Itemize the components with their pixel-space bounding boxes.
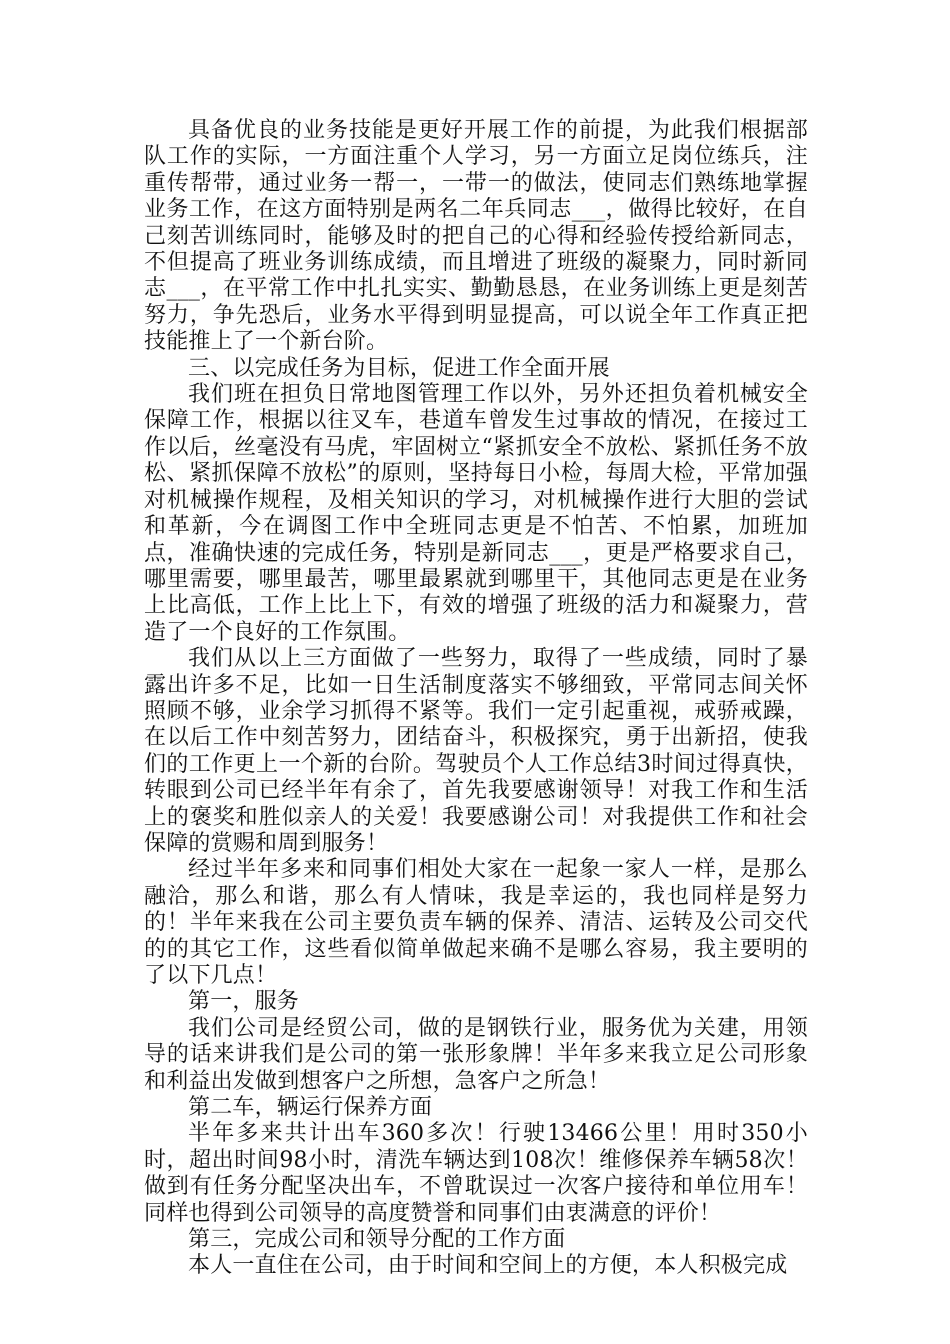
paragraph-vehicle-stats: 半年多来共计出车360多次！行驶13466公里！用时350小时，超出时间98小时，清洗车辆达到108次！维修保养车辆58次！做到有任务分配坚决出车，不曾耽误过一次客户接待和单位用车！同样也得到公司领导的高度赞誉和同事们由衷满意的评价！ xyxy=(144,1121,808,1226)
section-heading-3: 三、以完成任务为目标，促进工作全面开展 xyxy=(188,355,610,381)
paragraph-service: 我们公司是经贸公司，做的是钢铁行业，服务优为关建，用领导的话来讲我们是公司的第一张形象牌！半年多来我立足公司形象和利益出发做到想客户之所想，急客户之所急！ xyxy=(144,1015,808,1094)
point-heading-assigned-work: 第三，完成公司和领导分配的工作方面 xyxy=(188,1227,566,1253)
paragraph-summary-and-driver-intro: 我们从以上三方面做了一些努力，取得了一些成绩，同时了暴露出许多不足，比如一日生活制度落实不够细致，平常同志间关怀照顾不够，业余学习抓得不紧等。我们一定引起重视，戒骄戒躁，在以后工作中刻苦努力，团结奋斗，积极探究，勇于出新招，使我们的工作更上一个新的台阶。驾驶员个人工作总结3时间过得真快，转眼到公司已经半年有余了，首先我要感谢领导！对我工作和生活上的褒奖和胜似亲人的关爱！我要感谢公司！对我提供工作和社会保障的赏赐和周到服务！ xyxy=(144,646,808,856)
point-heading-service: 第一，服务 xyxy=(188,989,300,1015)
paragraph-machine-safety: 我们班在担负日常地图管理工作以外，另外还担负着机械安全保障工作，根据以往叉车，巷道车曾发生过事故的情况，在接过工作以后，丝毫没有马虎，牢固树立“紧抓安全不放松、紧抓任务不放松、紧抓保障不放松”的原则，坚持每日小检，每周大检，平常加强对机械操作规程，及相关知识的学习，对机械操作进行大胆的尝试和革新，今在调图工作中全班同志更是不怕苦、不怕累，加班加点，准确快速的完成任务，特别是新同志___，更是严格要求自己，哪里需要，哪里最苦，哪里最累就到哪里干，其他同志更是在业务上比高低，工作上比上下，有效的增强了班级的活力和凝聚力，营造了一个良好的工作氛围。 xyxy=(144,382,808,645)
paragraph-assigned-work: 本人一直住在公司，由于时间和空间上的方便，本人积极完成 xyxy=(188,1253,788,1279)
point-heading-vehicle-maintenance: 第二车，辆运行保养方面 xyxy=(188,1095,433,1121)
paragraph-colleagues: 经过半年多来和同事们相处大家在一起象一家人一样，是那么融洽，那么和谐，那么有人情味，我是幸运的，我也同样是努力的！半年来我在公司主要负责车辆的保养、清洁、运转及公司交代的的其它工作，这些看似简单做起来确不是哪么容易，我主要明的了以下几点！ xyxy=(144,857,808,988)
document-page xyxy=(144,118,808,1280)
paragraph-skills-training: 具备优良的业务技能是更好开展工作的前提，为此我们根据部队工作的实际，一方面注重个人学习，另一方面立足岗位练兵，注重传帮带，通过业务一帮一，一带一的做法，使同志们熟练地掌握业务工作，在这方面特别是两名二年兵同志___，做得比较好，在自己刻苦训练同时，能够及时的把自己的心得和经验传授给新同志，不但提高了班业务训练成绩，而且增进了班级的凝聚力，同时新同志___，在平常工作中扎扎实实、勤勤恳恳，在业务训练上更是刻苦努力，争先恐后，业务水平得到明显提高，可以说全年工作真正把技能推上了一个新台阶。 xyxy=(144,118,808,355)
